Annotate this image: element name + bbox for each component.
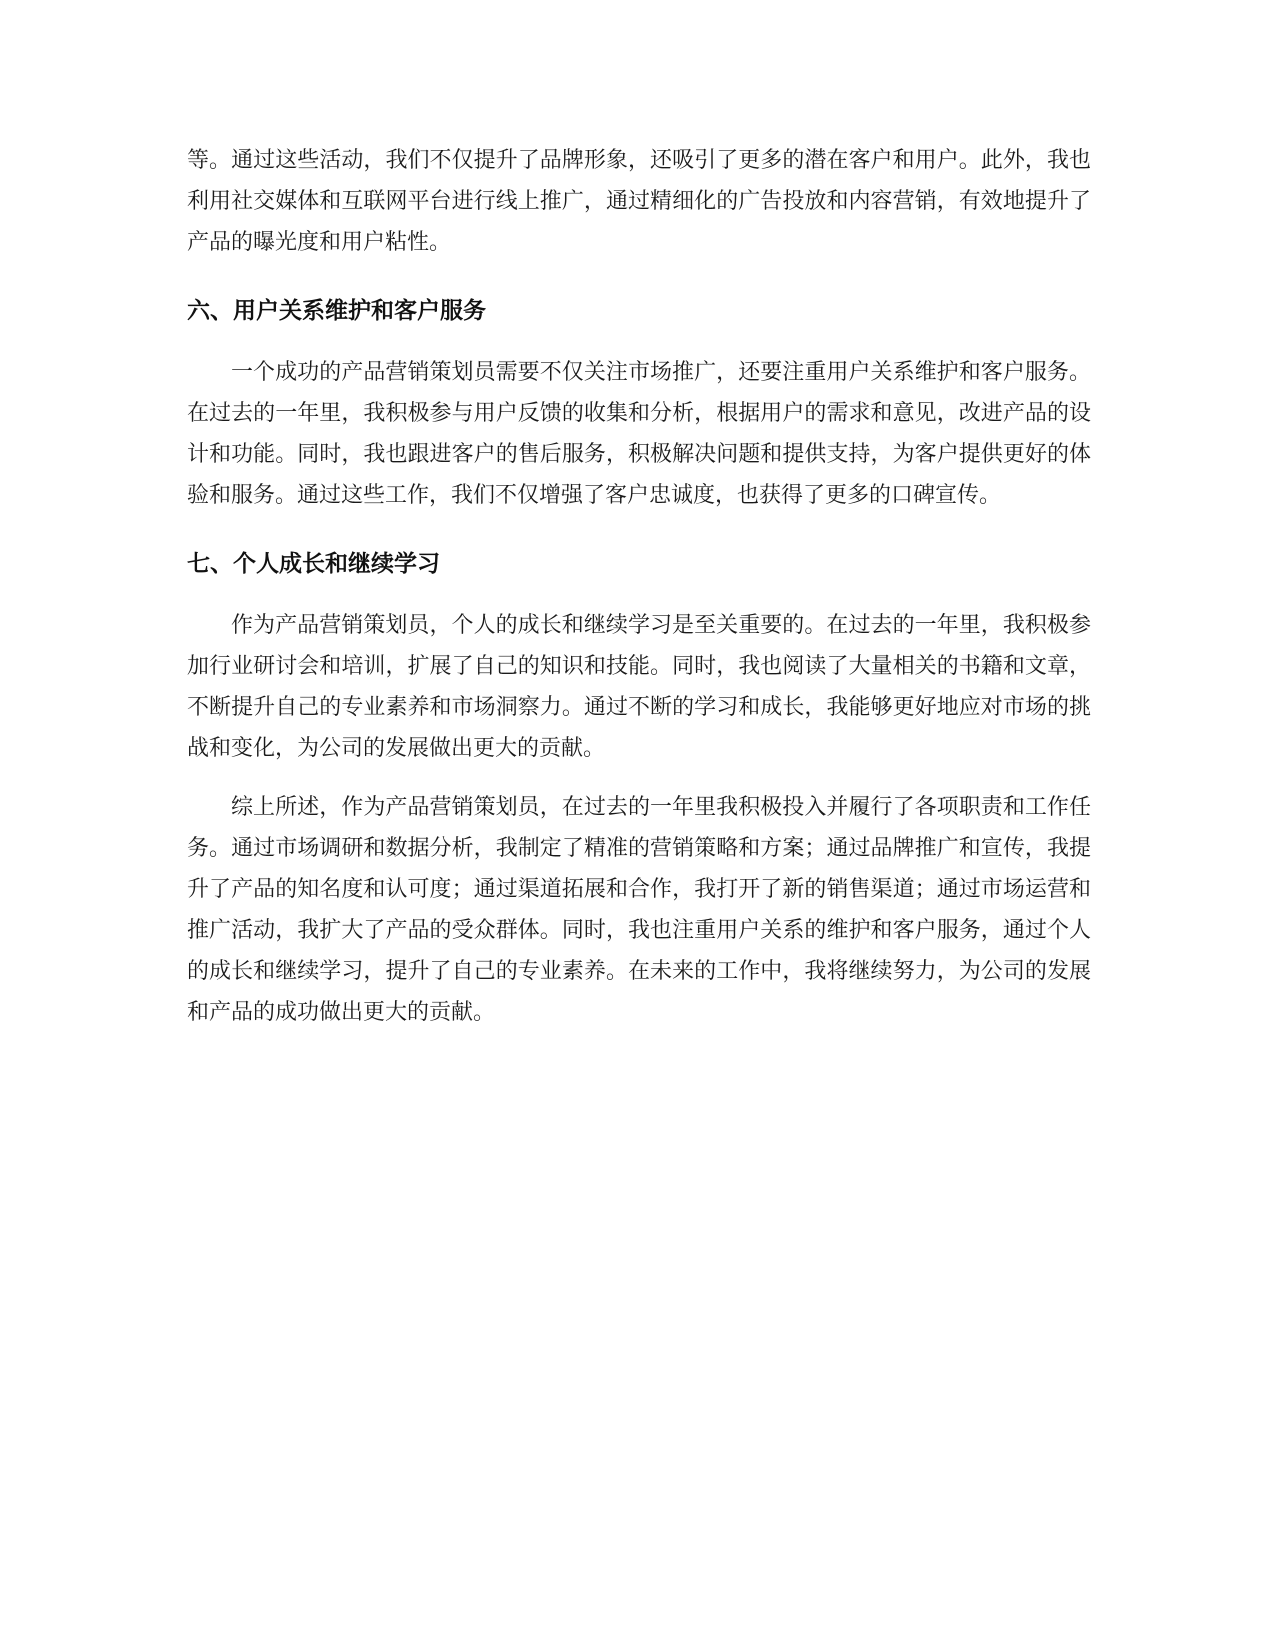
section-user-relations <box>187 291 1091 516</box>
section-heading-personal-growth: 七、个人成长和继续学习 <box>187 551 440 577</box>
paragraph-user-relations: 一个成功的产品营销策划员需要不仅关注市场推广，还要注重用户关系维护和客户服务。在过去的一年里，我积极参与用户反馈的收集和分析，根据用户的需求和意见，改进产品的设计和功能。同时，我也跟进客户的售后服务，积极解决问题和提供支持，为客户提供更好的体验和服务。通过这些工作，我们不仅增强了客户忠诚度，也获得了更多的口碑宣传。 <box>187 360 1091 508</box>
document-page <box>187 140 1091 1033</box>
intro-paragraph: 等。通过这些活动，我们不仅提升了品牌形象，还吸引了更多的潜在客户和用户。此外，我也利用社交媒体和互联网平台进行线上推广，通过精细化的广告投放和内容营销，有效地提升了产品的曝光度和用户粘性。 <box>187 148 1091 255</box>
section-personal-growth <box>187 544 1091 1033</box>
section-heading-user-relations: 六、用户关系维护和客户服务 <box>187 298 486 324</box>
paragraph-summary: 综上所述，作为产品营销策划员，在过去的一年里我积极投入并履行了各项职责和工作任务。通过市场调研和数据分析，我制定了精准的营销策略和方案；通过品牌推广和宣传，我提升了产品的知名度和认可度；通过渠道拓展和合作，我打开了新的销售渠道；通过市场运营和推广活动，我扩大了产品的受众群体。同时，我也注重用户关系的维护和客户服务，通过个人的成长和继续学习，提升了自己的专业素养。在未来的工作中，我将继续努力，为公司的发展和产品的成功做出更大的贡献。 <box>187 795 1091 1025</box>
paragraph-personal-growth: 作为产品营销策划员，个人的成长和继续学习是至关重要的。在过去的一年里，我积极参加行业研讨会和培训，扩展了自己的知识和技能。同时，我也阅读了大量相关的书籍和文章，不断提升自己的专业素养和市场洞察力。通过不断的学习和成长，我能够更好地应对市场的挑战和变化，为公司的发展做出更大的贡献。 <box>187 613 1091 761</box>
